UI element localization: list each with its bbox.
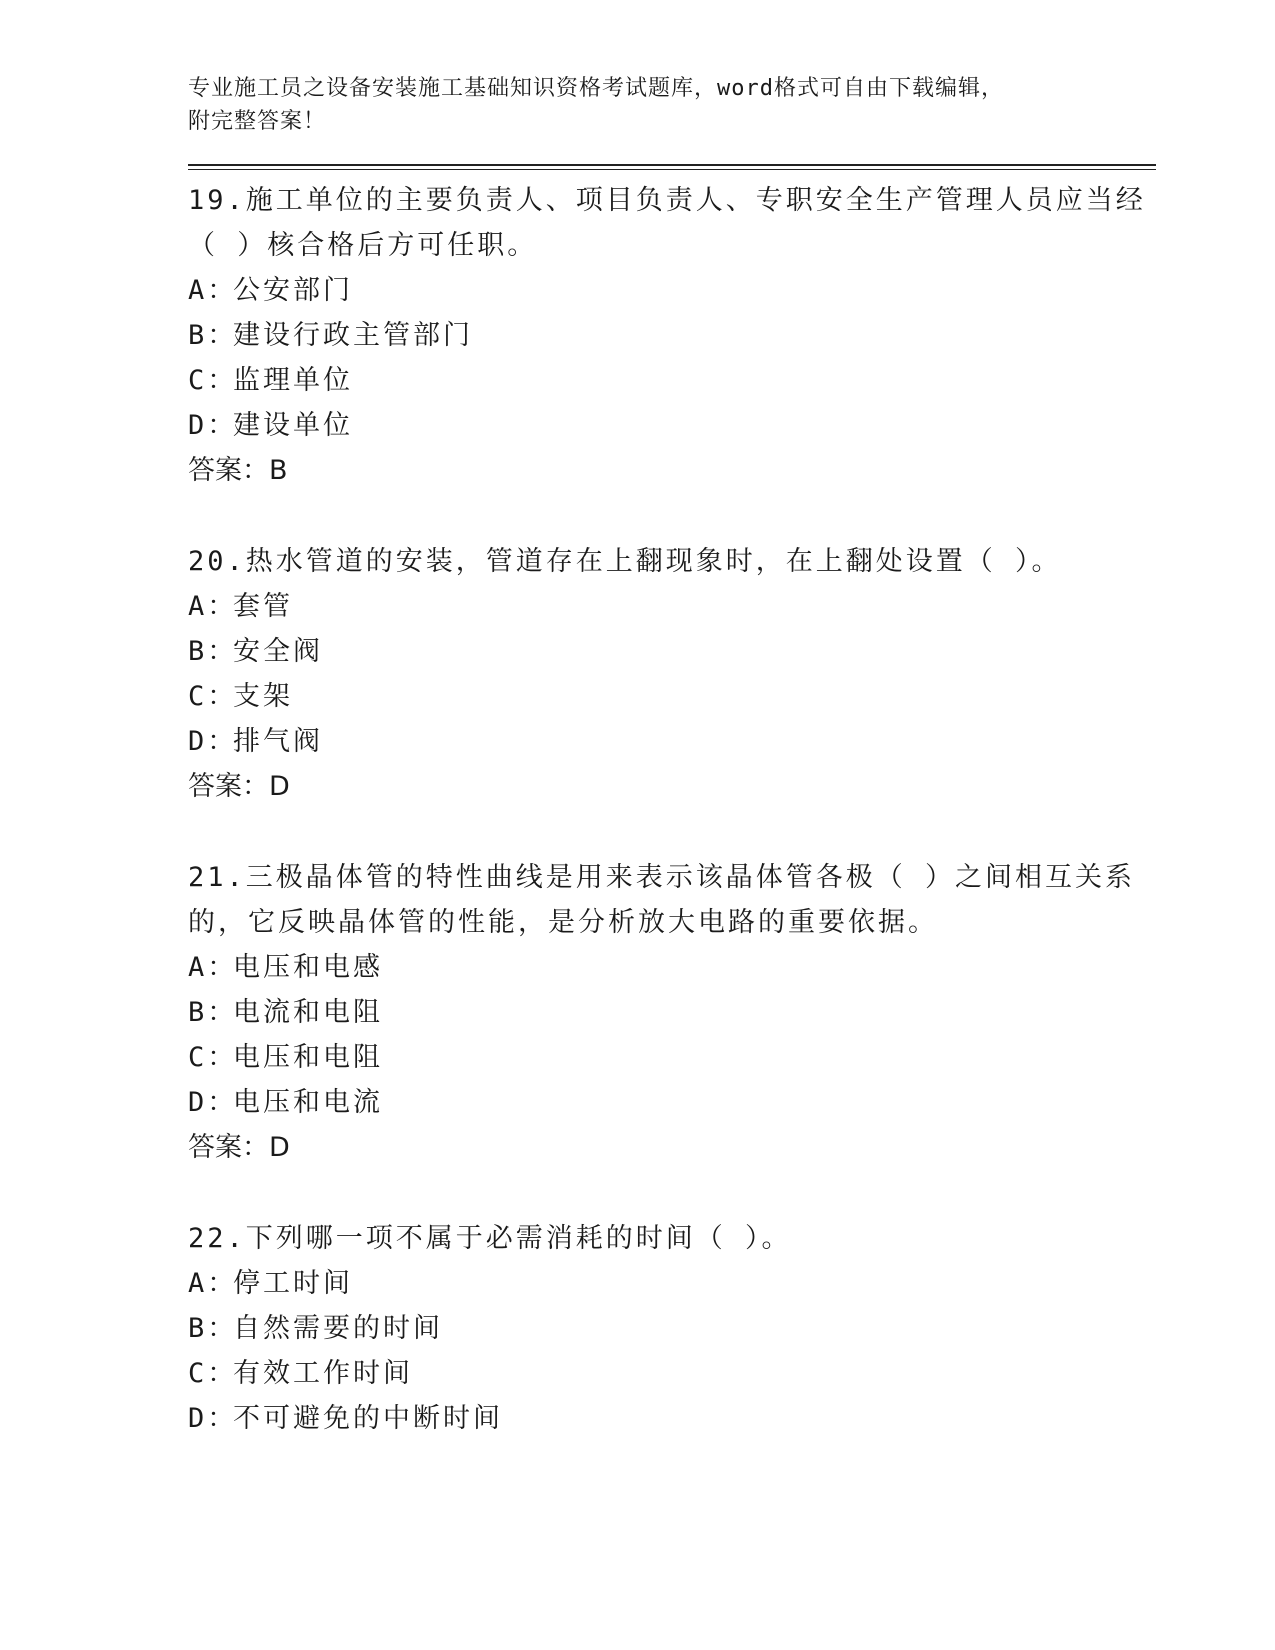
option-b	[188, 1306, 1156, 1351]
option-text: 停工时间	[233, 1268, 353, 1299]
option-text: 不可避免的中断时间	[233, 1403, 503, 1434]
option-letter: C：	[188, 681, 238, 712]
option-letter: B：	[188, 997, 238, 1028]
option-letter: D：	[188, 410, 238, 441]
option-c	[188, 358, 1156, 403]
option-letter: D：	[188, 726, 238, 757]
option-c	[188, 1035, 1156, 1080]
option-text: 有效工作时间	[233, 1358, 413, 1389]
answer-line: 答案：D	[188, 1132, 290, 1163]
option-d	[188, 1396, 1156, 1441]
option-text: 公安部门	[233, 275, 353, 306]
option-b	[188, 629, 1156, 674]
option-letter: A：	[188, 952, 238, 983]
option-a	[188, 268, 1156, 313]
question-20	[188, 539, 1156, 809]
option-a	[188, 945, 1156, 990]
question-22	[188, 1216, 1156, 1441]
question-stem: 21.三极晶体管的特性曲线是用来表示该晶体管各极（ ）之间相互关系的，它反映晶体管的性能，是分析放大电路的重要依据。	[188, 862, 1136, 938]
option-b	[188, 313, 1156, 358]
option-letter: B：	[188, 1313, 238, 1344]
option-text: 自然需要的时间	[233, 1313, 443, 1344]
option-letter: B：	[188, 636, 238, 667]
question-stem: 22.下列哪一项不属于必需消耗的时间（ ）。	[188, 1223, 792, 1254]
option-letter: A：	[188, 591, 238, 622]
document-page	[188, 72, 1156, 1487]
answer-line: 答案：D	[188, 771, 290, 802]
option-d	[188, 403, 1156, 448]
option-text: 电流和电阻	[233, 997, 383, 1028]
option-letter: D：	[188, 1087, 238, 1118]
option-letter: C：	[188, 1042, 238, 1073]
option-a	[188, 1261, 1156, 1306]
option-c	[188, 1351, 1156, 1396]
option-text: 电压和电感	[233, 952, 383, 983]
option-letter: C：	[188, 1358, 238, 1389]
document-title-line-1: 专业施工员之设备安装施工基础知识资格考试题库，word格式可自由下载编辑，	[188, 76, 1004, 101]
document-title-line-2: 附完整答案！	[188, 109, 327, 134]
header-divider	[188, 164, 1156, 170]
option-text: 建设单位	[233, 410, 353, 441]
option-text: 建设行政主管部门	[233, 320, 473, 351]
option-text: 排气阀	[233, 726, 323, 757]
question-stem: 20.热水管道的安装，管道存在上翻现象时，在上翻处设置（ ）。	[188, 546, 1062, 577]
option-text: 安全阀	[233, 636, 323, 667]
option-letter: D：	[188, 1403, 238, 1434]
option-letter: A：	[188, 275, 238, 306]
option-text: 电压和电阻	[233, 1042, 383, 1073]
question-list	[188, 178, 1156, 1441]
question-21	[188, 855, 1156, 1170]
option-b	[188, 990, 1156, 1035]
option-text: 支架	[233, 681, 293, 712]
question-stem: 19.施工单位的主要负责人、项目负责人、专职安全生产管理人员应当经（ ）核合格后方可任职。	[188, 185, 1146, 261]
option-text: 监理单位	[233, 365, 353, 396]
option-c	[188, 674, 1156, 719]
question-19	[188, 178, 1156, 493]
option-text: 套管	[233, 591, 293, 622]
option-a	[188, 584, 1156, 629]
option-letter: C：	[188, 365, 238, 396]
option-d	[188, 1080, 1156, 1125]
answer-line: 答案：B	[188, 455, 288, 486]
option-letter: B：	[188, 320, 238, 351]
option-text: 电压和电流	[233, 1087, 383, 1118]
option-letter: A：	[188, 1268, 238, 1299]
option-d	[188, 719, 1156, 764]
